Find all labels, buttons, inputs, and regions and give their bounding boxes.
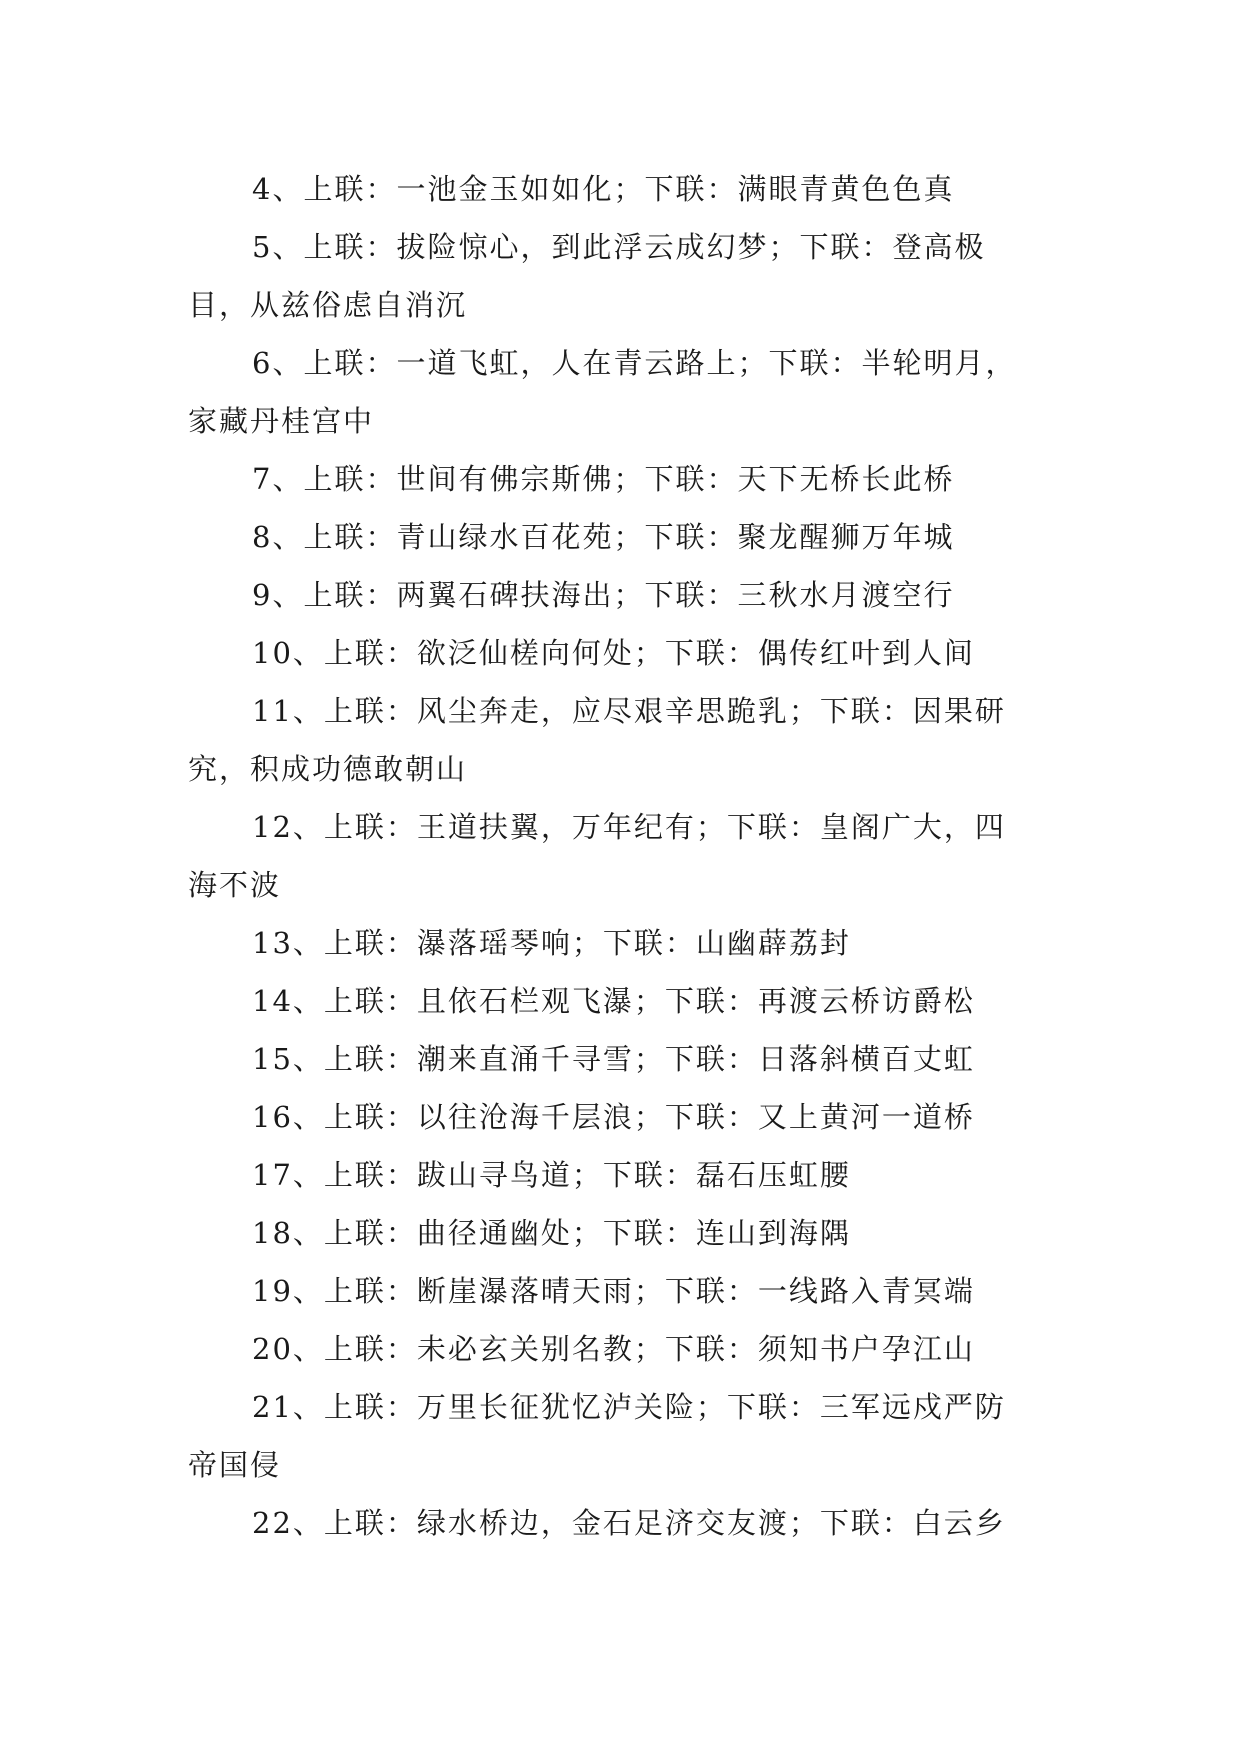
text-line: 究，积成功德敢朝山 <box>188 752 468 786</box>
text-line: 帝国侵 <box>188 1448 282 1482</box>
text-line: 13、上联：瀑落瑶琴响；下联：山幽薜荔封 <box>252 926 851 960</box>
text-line: 22、上联：绿水桥边，金石足济交友渡；下联：白云乡 <box>252 1506 1006 1540</box>
text-line: 11、上联：风尘奔走，应尽艰辛思跪乳；下联：因果研 <box>252 694 1006 728</box>
text-line: 7、上联：世间有佛宗斯佛；下联：天下无桥长此桥 <box>252 462 955 496</box>
text-line: 海不波 <box>188 868 282 902</box>
text-line: 12、上联：王道扶翼，万年纪有；下联：皇阁广大，四 <box>252 810 1006 844</box>
text-line: 目，从兹俗虑自消沉 <box>188 288 468 322</box>
text-line: 18、上联：曲径通幽处；下联：连山到海隅 <box>252 1216 851 1250</box>
text-line: 16、上联：以往沧海千层浪；下联：又上黄河一道桥 <box>252 1100 975 1134</box>
text-line: 6、上联：一道飞虹，人在青云路上；下联：半轮明月， <box>252 346 1017 380</box>
text-line: 17、上联：跋山寻鸟道；下联：磊石压虹腰 <box>252 1158 851 1192</box>
text-line: 8、上联：青山绿水百花苑；下联：聚龙醒狮万年城 <box>252 520 955 554</box>
text-line: 15、上联：潮来直涌千寻雪；下联：日落斜横百丈虹 <box>252 1042 975 1076</box>
text-line: 家藏丹桂宫中 <box>188 404 375 438</box>
document-body <box>188 160 1058 1552</box>
text-line: 10、上联：欲泛仙槎向何处；下联：偶传红叶到人间 <box>252 636 975 670</box>
text-line: 20、上联：未必玄关别名教；下联：须知书户孕江山 <box>252 1332 975 1366</box>
text-line: 5、上联：拔险惊心，到此浮云成幻梦；下联：登高极 <box>252 230 986 264</box>
text-line: 4、上联：一池金玉如如化；下联：满眼青黄色色真 <box>252 172 955 206</box>
text-line: 19、上联：断崖瀑落晴天雨；下联：一线路入青冥端 <box>252 1274 975 1308</box>
text-line: 9、上联：两翼石碑扶海出；下联：三秋水月渡空行 <box>252 578 955 612</box>
text-line: 14、上联：且依石栏观飞瀑；下联：再渡云桥访爵松 <box>252 984 975 1018</box>
text-line: 21、上联：万里长征犹忆泸关险；下联：三军远戍严防 <box>252 1390 1006 1424</box>
